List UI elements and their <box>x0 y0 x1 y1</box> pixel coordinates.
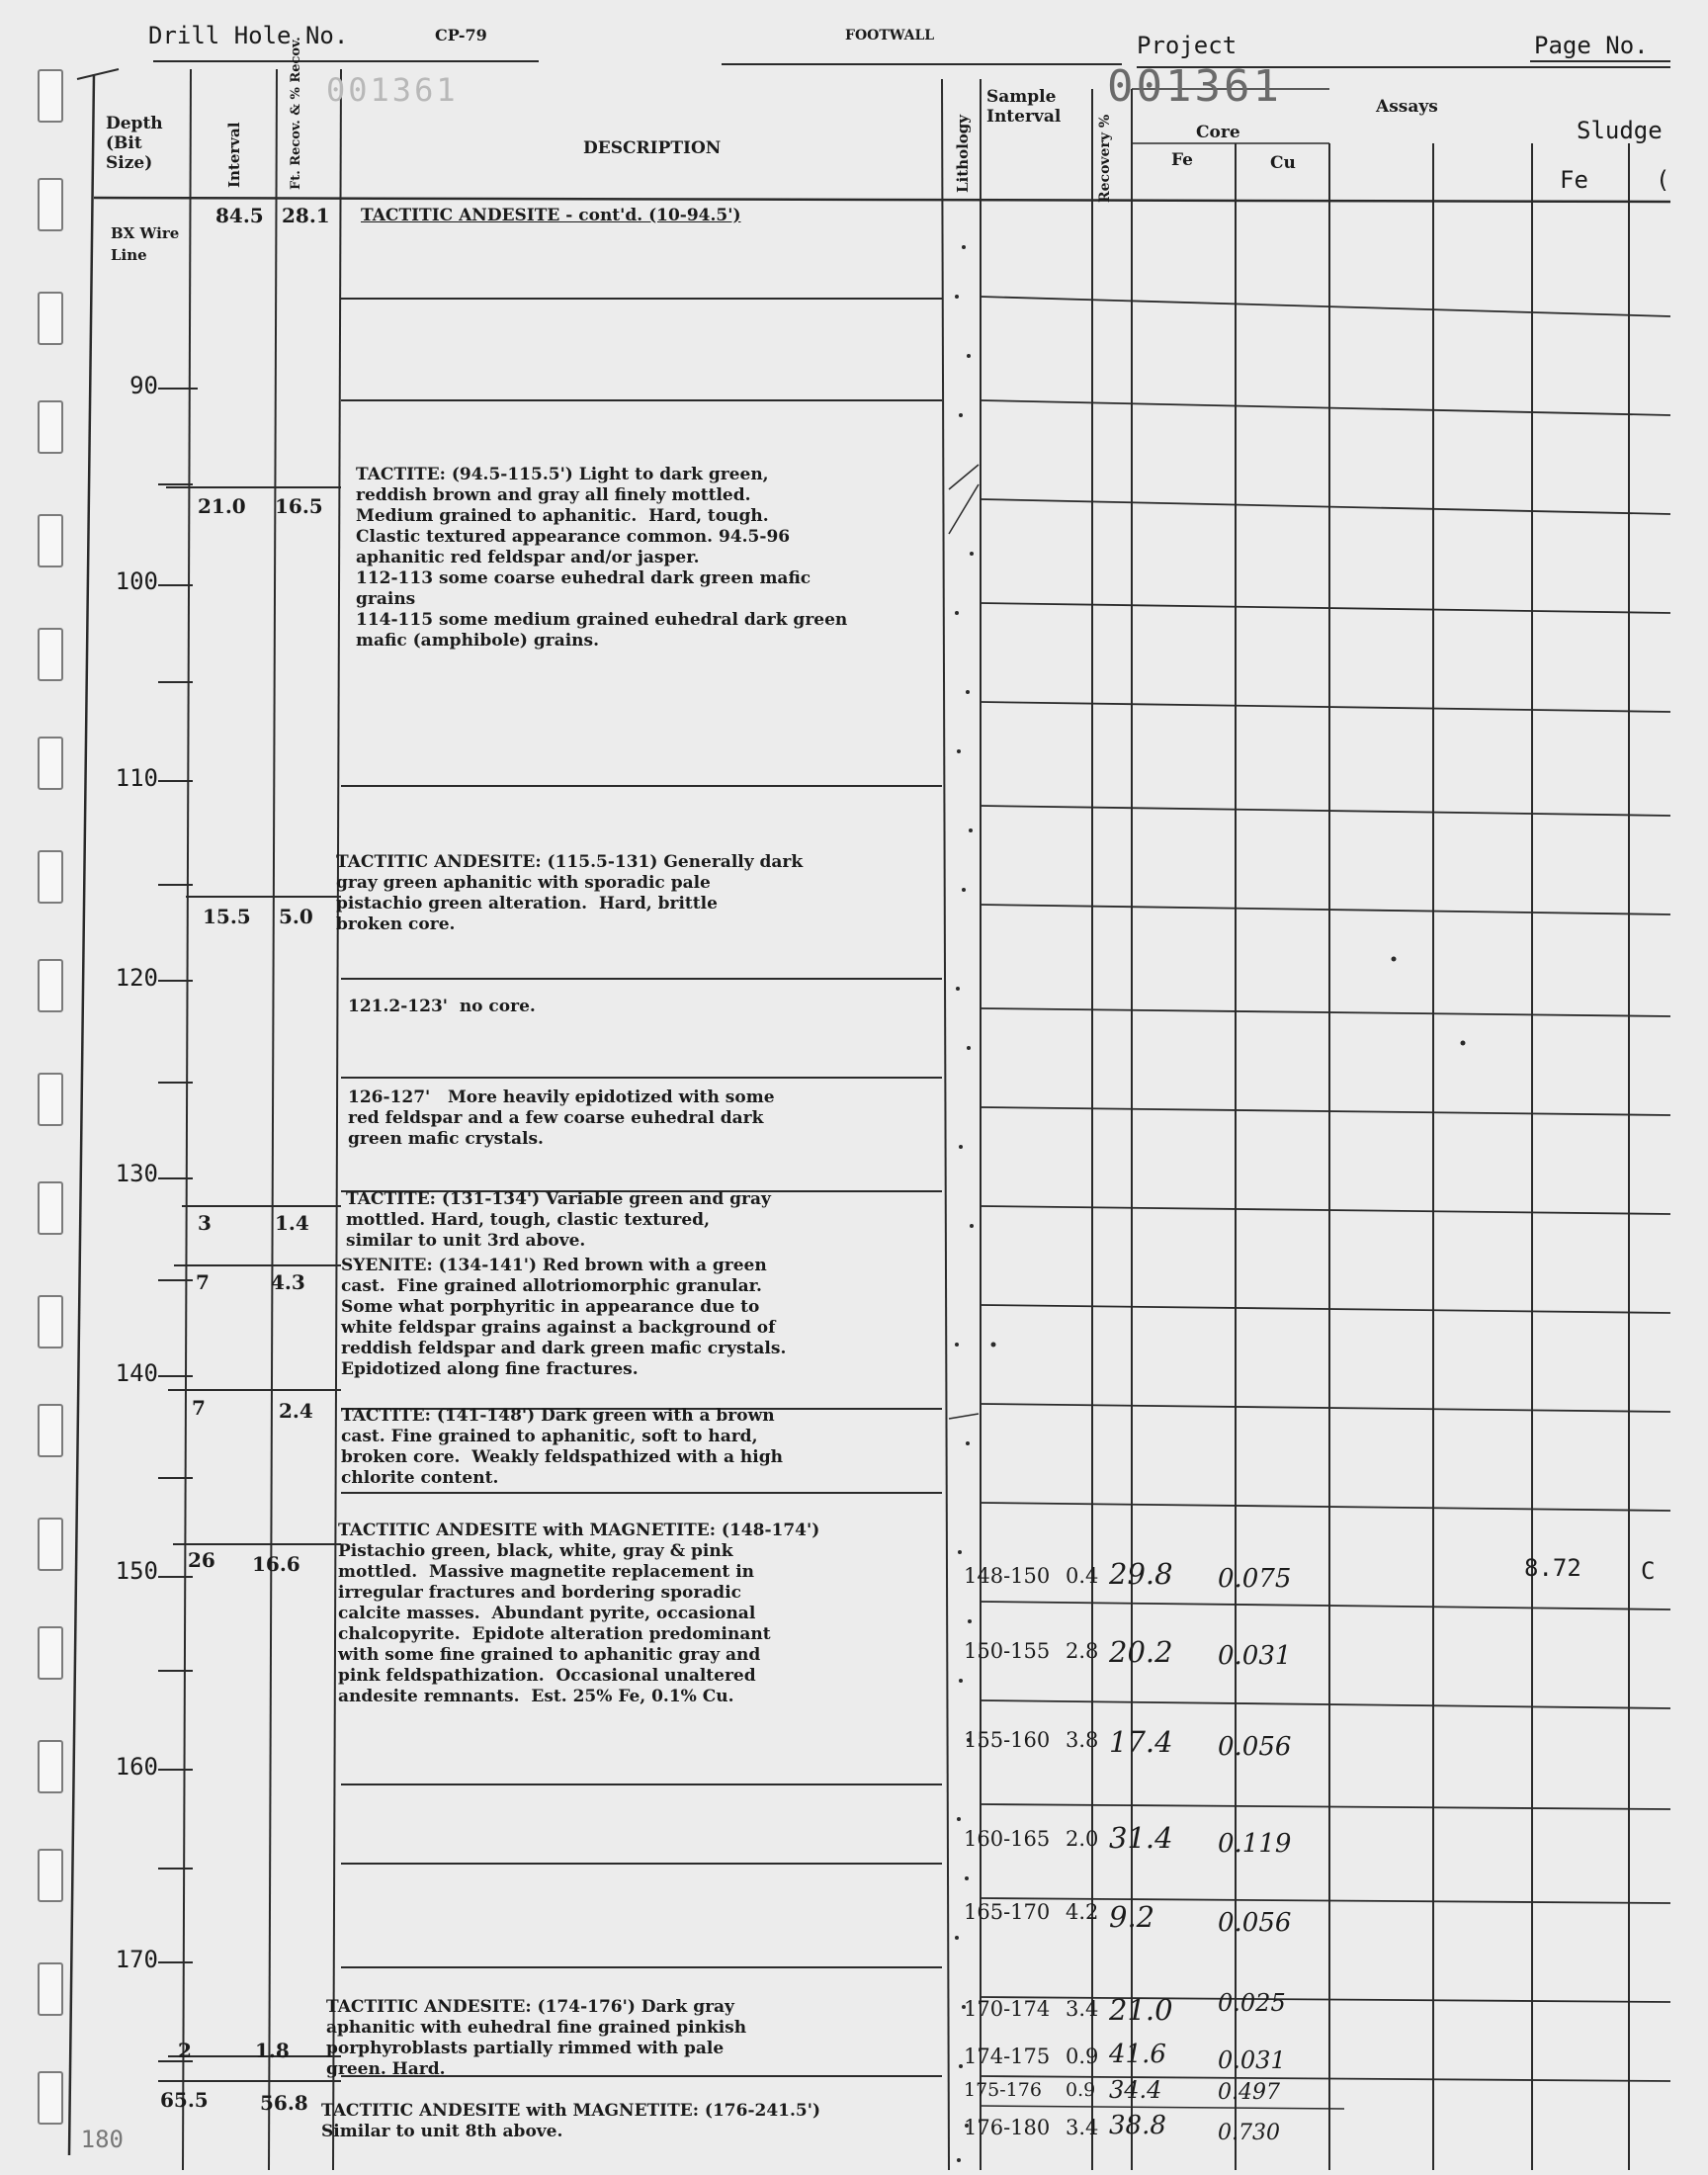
drill-hole-value: CP-79 <box>435 26 487 44</box>
core-cu: 0.119 <box>1218 1829 1292 1859</box>
sample-recovery: 0.4 <box>1066 1564 1099 1588</box>
page-number-label: Page No. <box>1534 32 1649 59</box>
sludge-cu-header: ( <box>1656 166 1670 194</box>
sample-recovery: 0.9 <box>1066 2044 1099 2068</box>
assays-header: Assays <box>1376 97 1438 117</box>
project-label: Project <box>1137 32 1238 59</box>
sample-recovery: 0.9 <box>1066 2079 1096 2101</box>
core-cu: 0.025 <box>1218 1989 1286 2017</box>
recovery-value: 56.8 <box>260 2091 308 2115</box>
core-header: Core <box>1196 123 1240 142</box>
sample-interval: 174-175 <box>964 2044 1051 2068</box>
interval-value: 21.0 <box>198 494 246 518</box>
description-unit: 121.2-123' no core. <box>348 997 536 1016</box>
bit-size: BX Wire Line <box>111 224 180 264</box>
core-cu: 0.031 <box>1218 2046 1286 2074</box>
core-fe: 34.4 <box>1109 2076 1162 2104</box>
core-cu: 0.075 <box>1218 1564 1292 1594</box>
interval-column-header: Interval <box>225 122 243 188</box>
depth-mark: 140 <box>115 1359 158 1387</box>
depth-mark: 170 <box>115 1946 158 1973</box>
lithology-column-header: Lithology <box>954 115 972 193</box>
fe-header: Fe <box>1171 150 1193 170</box>
depth-mark: 110 <box>115 764 158 792</box>
recovery-pct-header: Recovery % <box>1097 114 1113 203</box>
core-fe: 31.4 <box>1109 1821 1173 1855</box>
description-unit: TACTITE: (141-148') Dark green with a brown cast. Fine grained to aphanitic, soft to hard, broken core. Weakly feldspathized with a high chlorite content. <box>341 1406 783 1488</box>
recovery-value: 28.1 <box>282 204 330 227</box>
sample-recovery: 2.8 <box>1066 1639 1099 1663</box>
depth-mark: 160 <box>115 1753 158 1781</box>
sludge-fe: 8.72 <box>1524 1554 1581 1582</box>
cu-header: Cu <box>1270 153 1296 173</box>
recovery-value: 5.0 <box>279 905 313 928</box>
core-fe: 9.2 <box>1109 1900 1155 1934</box>
depth-mark: 120 <box>115 964 158 992</box>
recovery-value: 16.5 <box>275 494 323 518</box>
depth-mark: 100 <box>115 567 158 595</box>
description-unit: TACTITE: (94.5-115.5') Light to dark green, reddish brown and gray all finely mottled. Medium grained to aphanitic. Hard, tough. Clastic textured appearance common. 94.5-96 aphanitic red feldspar and/or jasper. 112-113 some coarse euhedral dark green mafic grains 114-115 some medium grained euhedral dark green mafic (amphibole) grains. <box>356 465 848 651</box>
core-fe: 20.2 <box>1109 1635 1173 1669</box>
sample-recovery: 2.0 <box>1066 1827 1099 1851</box>
sample-interval: 165-170 <box>964 1900 1051 1924</box>
sample-interval: 148-150 <box>964 1564 1051 1588</box>
sample-interval: 170-174 <box>964 1997 1051 2021</box>
interval-value: 7 <box>192 1396 206 1420</box>
depth-mark: 90 <box>129 372 158 399</box>
description-unit: SYENITE: (134-141') Red brown with a green cast. Fine grained allotriomorphic granular. Some what porphyritic in appearance due to white feldspar grains against a background of reddish feldspar and dark green mafic crystals. Epidotized along fine fractures. <box>341 1256 787 1379</box>
core-fe: 41.6 <box>1109 2040 1166 2069</box>
sample-recovery: 3.4 <box>1066 1997 1099 2021</box>
core-cu: 0.497 <box>1218 2080 1280 2105</box>
interval-value: 26 <box>188 1548 215 1572</box>
sludge-fe-header: Fe <box>1560 166 1588 194</box>
description-unit: TACTITIC ANDESITE with MAGNETITE: (176-241.5') Similar to unit 8th above. <box>321 2101 820 2141</box>
interval-value: 65.5 <box>160 2088 209 2112</box>
depth-column-header: Depth (Bit Size) <box>106 114 163 173</box>
footwall-label: FOOTWALL <box>845 28 935 44</box>
interval-value: 3 <box>198 1211 212 1235</box>
sample-recovery: 3.8 <box>1066 1728 1099 1752</box>
sample-interval: 176-180 <box>964 2116 1051 2139</box>
description-unit: TACTITIC ANDESITE: (174-176') Dark gray aphanitic with euhedral fine grained pinkish porphyroblasts partially rimmed with pale green. Hard. <box>326 1997 747 2079</box>
sludge-cu: C <box>1641 1557 1656 1585</box>
sample-interval: 150-155 <box>964 1639 1051 1663</box>
recovery-value: 16.6 <box>252 1552 300 1576</box>
core-cu: 0.056 <box>1218 1908 1292 1938</box>
sludge-header: Sludge <box>1577 117 1663 144</box>
core-cu: 0.031 <box>1218 1641 1292 1671</box>
recovery-value: 4.3 <box>271 1270 305 1294</box>
core-fe: 21.0 <box>1109 1993 1173 2027</box>
interval-value: 84.5 <box>215 204 264 227</box>
sample-recovery: 3.4 <box>1066 2116 1099 2139</box>
description-column-header: DESCRIPTION <box>583 138 722 158</box>
recovery-value: 2.4 <box>279 1399 313 1423</box>
sample-interval: 175-176 <box>964 2079 1042 2101</box>
core-fe: 17.4 <box>1109 1725 1173 1759</box>
description-unit: TACTITIC ANDESITE: (115.5-131) Generally dark gray green aphanitic with sporadic pale pistachio green alteration. Hard, brittle broken core. <box>336 852 804 934</box>
interval-value: 2 <box>178 2039 192 2062</box>
depth-mark: 150 <box>115 1557 158 1585</box>
core-fe: 38.8 <box>1109 2111 1166 2140</box>
description-unit: TACTITIC ANDESITE with MAGNETITE: (148-174') Pistachio green, black, white, gray & pink mottled. Massive magnetite replacement in irregular fractures and bordering sporadic calcite masses. Abundant pyrite, occasional chalcopyrite. Epidote alteration predominant with some fine grained to aphanitic gray and pink feldspathization. Occasional unaltered andesite remnants. Est. 25% Fe, 0.1% Cu. <box>338 1521 820 1706</box>
description-unit: TACTITIC ANDESITE - cont'd. (10-94.5') <box>361 206 741 225</box>
interval-value: 7 <box>196 1270 210 1294</box>
sample-recovery: 4.2 <box>1066 1900 1099 1924</box>
sample-interval: 160-165 <box>964 1827 1051 1851</box>
depth-mark: 130 <box>115 1160 158 1187</box>
document-stamp: 001361 <box>1107 61 1282 112</box>
description-unit: TACTITE: (131-134') Variable green and gray mottled. Hard, tough, clastic textured, similar to unit 3rd above. <box>346 1189 771 1251</box>
sample-interval: 155-160 <box>964 1728 1051 1752</box>
recovery-value: 1.4 <box>275 1211 309 1235</box>
drill-hole-label: Drill Hole No. <box>148 22 349 49</box>
description-unit: 126-127' More heavily epidotized with some red feldspar and a few coarse euhedral dark green mafic crystals. <box>348 1088 775 1149</box>
recovery-value: 1.8 <box>255 2039 290 2062</box>
interval-value: 15.5 <box>203 905 251 928</box>
depth-mark: 180 <box>80 2126 124 2153</box>
core-fe: 29.8 <box>1109 1557 1173 1591</box>
core-cu: 0.730 <box>1218 2121 1280 2145</box>
recovery-column-header: Ft. Recov. & % Recov. <box>289 37 303 190</box>
sample-interval-header: Sample Interval <box>986 87 1062 127</box>
core-cu: 0.056 <box>1218 1732 1292 1762</box>
faint-stamp: 001361 <box>326 71 459 109</box>
